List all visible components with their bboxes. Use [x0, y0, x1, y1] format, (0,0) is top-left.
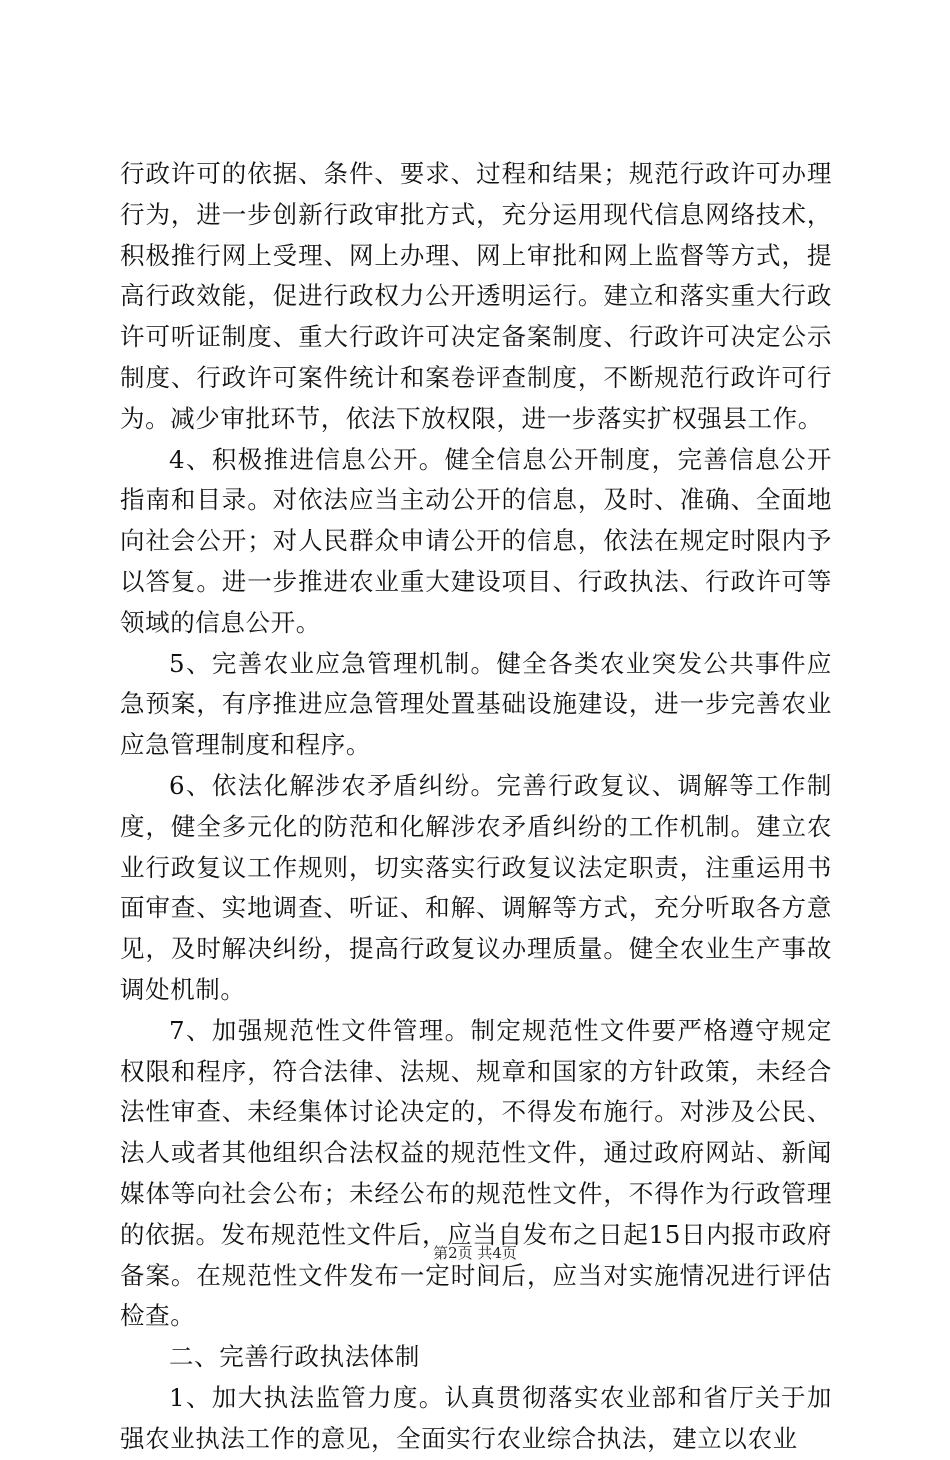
- paragraph-item-4: 4、积极推进信息公开。健全信息公开制度，完善信息公开指南和目录。对依法应当主动公开的信息，及时、准确、全面地向社会公开；对人民群众申请公开的信息，依法在规定时限内予以答复。进一步推进农业重大建设项目、行政执法、行政许可等领域的信息公开。: [120, 444, 832, 637]
- paragraph-item-7: 7、加强规范性文件管理。制定规范性文件要严格遵守规定权限和程序，符合法律、法规、规章和国家的方针政策，未经合法性审查、未经集体讨论决定的，不得发布施行。对涉及公民、法人或者其他组织合法权益的规范性文件，通过政府网站、新闻媒体等向社会公布；未经公布的规范性文件，不得作为行政管理的依据。发布规范性文件后，应当自发布之日起15日内报市政府备案。在规范性文件发布一定时间后，应当对实施情况进行评估检查。: [120, 1015, 832, 1331]
- paragraph-item-5: 5、完善农业应急管理机制。健全各类农业突发公共事件应急预案，有序推进应急管理处置基础设施建设，进一步完善农业应急管理制度和程序。: [120, 648, 832, 760]
- page-number-label: 第2页 共4页: [433, 1244, 517, 1262]
- paragraph-item-6: 6、依法化解涉农矛盾纠纷。完善行政复议、调解等工作制度，健全多元化的防范和化解涉农矛盾纠纷的工作机制。建立农业行政复议工作规则，切实落实行政复议法定职责，注重运用书面审查、实地调查、听证、和解、调解等方式，充分听取各方意见，及时解决纠纷，提高行政复议办理质量。健全农业生产事故调处机制。: [120, 770, 832, 1004]
- section-heading: 二、完善行政执法体制: [169, 1342, 420, 1372]
- paragraph-section-2-item-1: 1、加大执法监管力度。认真贯彻落实农业部和省厅关于加强农业执法工作的意见，全面实行农业综合执法，建立以农业: [120, 1382, 832, 1453]
- page-footer: [0, 1243, 950, 1263]
- paragraph-continuation: 行政许可的依据、条件、要求、过程和结果；规范行政许可办理行为，进一步创新行政审批方式，充分运用现代信息网络技术，积极推行网上受理、网上办理、网上审批和网上监督等方式，提高行政效能，促进行政权力公开透明运行。建立和落实重大行政许可听证制度、重大行政许可决定备案制度、行政许可决定公示制度、行政许可案件统计和案卷评查制度，不断规范行政许可行为。减少审批环节，依法下放权限，进一步落实扩权强县工作。: [120, 159, 832, 433]
- document-body: [120, 154, 832, 1460]
